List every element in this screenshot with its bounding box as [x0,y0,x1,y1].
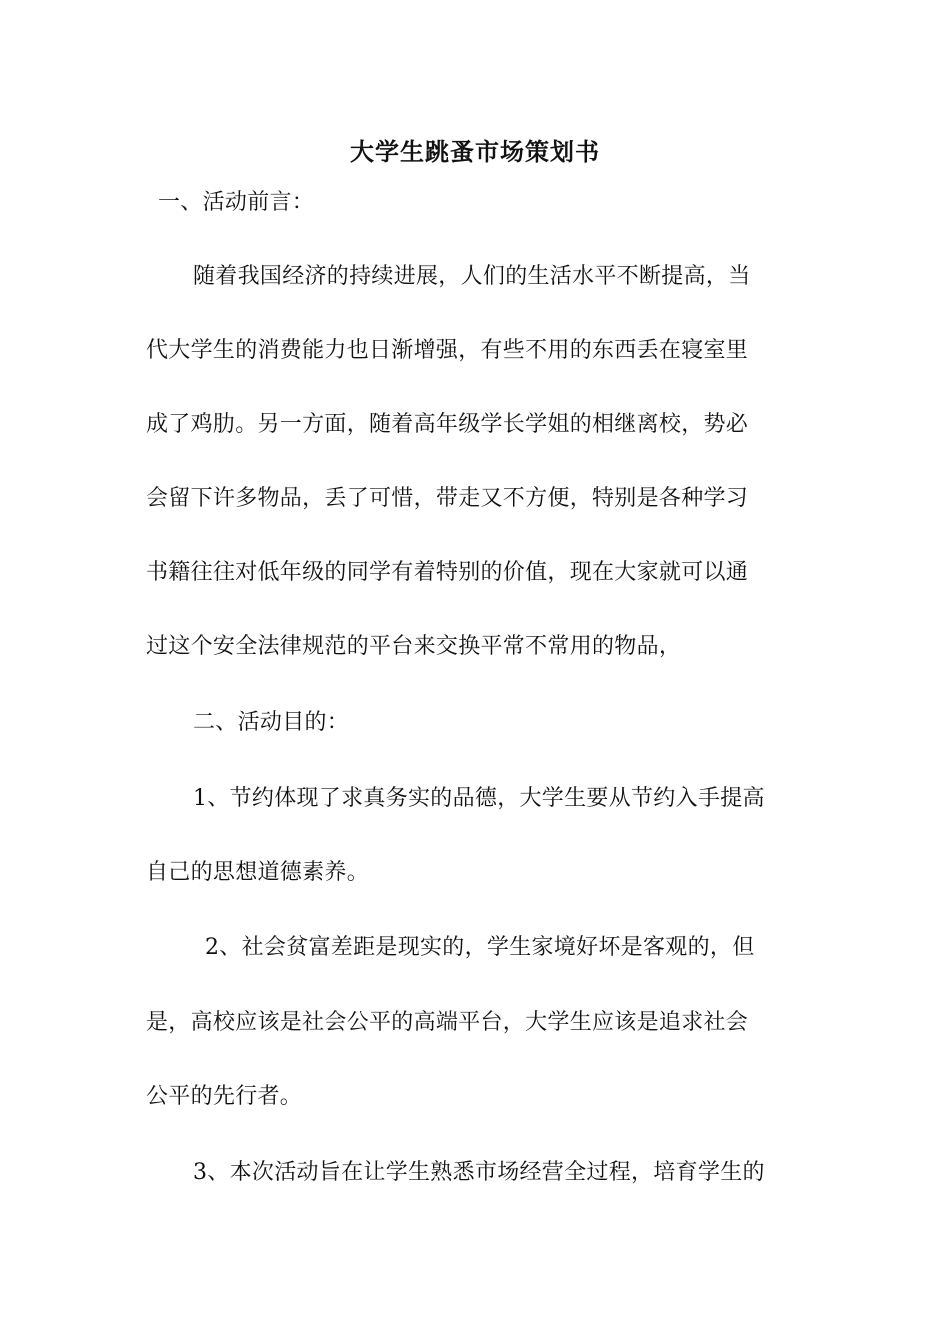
list-item-line: 自己的思想道德素养。 [146,860,370,885]
paragraph-line: 成了鸡肋。另一方面，随着高年级学长学姐的相继离校，势必 [146,412,749,437]
list-item-line: 是，高校应该是社会公平的高端平台，大学生应该是追求社会 [146,1010,749,1035]
paragraph-line: 过这个安全法律规范的平台来交换平常不常用的物品， [146,634,682,659]
paragraph-line: 会留下许多物品，丢了可惜，带走又不方便，特别是各种学习 [146,486,749,511]
paragraph-line: 代大学生的消费能力也日渐增强，有些不用的东西丢在寝室里 [146,338,749,363]
list-item-line: 公平的先行者。 [146,1084,303,1109]
paragraph-line: 随着我国经济的持续进展，人们的生活水平不断提高，当 [193,264,751,289]
list-item-line: 3、本次活动旨在让学生熟悉市场经营全过程，培育学生的 [193,1160,765,1185]
section-heading-preface: 一、活动前言： [158,190,315,215]
list-item-line: 2、社会贫富差距是现实的，学生家境好坏是客观的，但 [205,935,755,960]
section-heading-purpose: 二、活动目的： [193,710,350,735]
list-item-line: 1、节约体现了求真务实的品德，大学生要从节约入手提高 [193,786,765,811]
paragraph-line: 书籍往往对低年级的同学有着特别的价值，现在大家就可以通 [146,560,749,585]
document-title: 大学生跳蚤市场策划书 [350,137,600,166]
